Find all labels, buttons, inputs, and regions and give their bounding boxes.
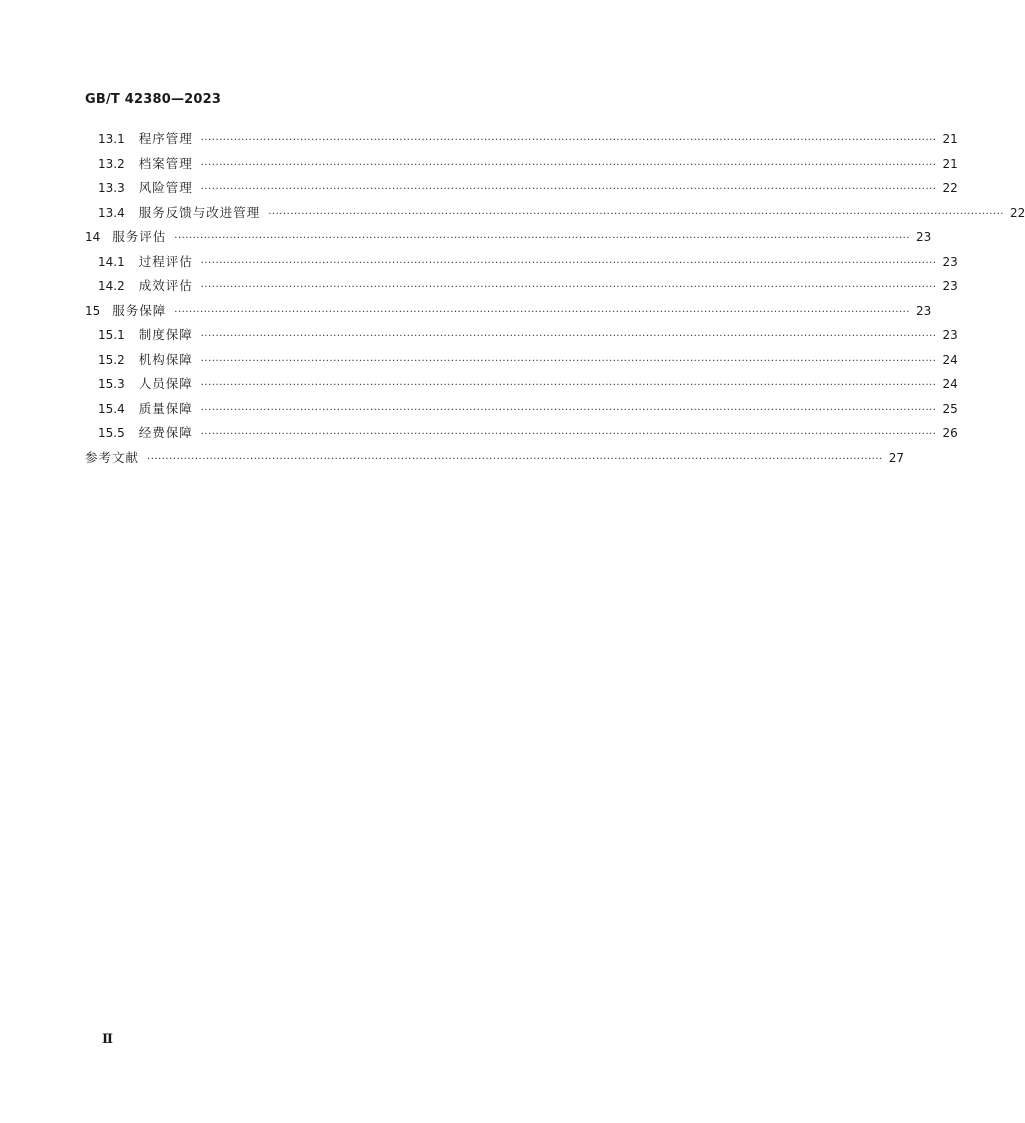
- toc-entry-page: 24: [942, 352, 958, 367]
- toc-entry-15-1[interactable]: [85, 325, 958, 350]
- table-of-contents: [85, 129, 1025, 472]
- toc-entry-number: 14: [85, 230, 101, 244]
- toc-entry-page: 23: [942, 328, 958, 342]
- toc-entry-page: 23: [916, 230, 932, 244]
- toc-entry-15[interactable]: [85, 301, 932, 326]
- toc-entry-title: 成效评估: [138, 278, 193, 293]
- toc-entry-title: 制度保障: [138, 327, 193, 342]
- toc-dot-leader: ········································································································································································································: [200, 257, 937, 269]
- toc-entry-page: 22: [1009, 205, 1025, 220]
- toc-entry-page: 22: [942, 181, 958, 195]
- toc-dot-leader: ········································································································································································································: [174, 233, 911, 244]
- toc-entry-13-4[interactable]: [85, 203, 1025, 228]
- toc-entry-page: 24: [942, 377, 958, 391]
- toc-entry-title: 人员保障: [138, 376, 193, 391]
- toc-entry-number: 14.1: [98, 254, 125, 269]
- toc-entry-title: 服务评估: [112, 229, 167, 244]
- toc-entry-13-1[interactable]: [85, 129, 958, 154]
- toc-entry-title: 风险管理: [138, 180, 193, 195]
- toc-entry-page: 21: [942, 156, 958, 171]
- toc-entry-number: 15.2: [98, 352, 125, 367]
- toc-entry-title: 机构保障: [138, 351, 193, 367]
- toc-entry-title: 过程评估: [138, 253, 193, 269]
- standard-number-header: GB/T 42380—2023: [85, 92, 222, 107]
- toc-dot-leader: ········································································································································································································: [200, 135, 937, 146]
- toc-entry-15-2[interactable]: [85, 350, 958, 375]
- toc-entry-number: 15: [85, 303, 101, 318]
- toc-entry-page: 27: [888, 450, 905, 465]
- toc-entry-number: 13.4: [98, 205, 125, 220]
- toc-entry-title: 服务反馈与改进管理: [138, 204, 261, 220]
- toc-entry-number: 13.2: [98, 156, 125, 171]
- toc-entry-15-5[interactable]: [85, 423, 958, 448]
- toc-dot-leader: ········································································································································································································: [200, 380, 937, 391]
- toc-entry-references[interactable]: [85, 448, 905, 473]
- toc-dot-leader: ········································································································································································································: [200, 282, 937, 293]
- toc-dot-leader: ········································································································································································································: [200, 184, 937, 195]
- page-number-footer: Ⅱ: [102, 1032, 113, 1047]
- toc-entry-number: 13.3: [98, 181, 125, 195]
- toc-entry-page: 25: [942, 401, 958, 416]
- toc-dot-leader: ········································································································································································································: [174, 306, 911, 318]
- toc-entry-15-3[interactable]: [85, 374, 958, 399]
- toc-entry-15-4[interactable]: [85, 399, 958, 424]
- toc-entry-page: 23: [942, 279, 958, 293]
- toc-entry-title: 参考文献: [85, 449, 140, 465]
- toc-dot-leader: ········································································································································································································: [200, 159, 937, 171]
- toc-dot-leader: ········································································································································································································: [200, 355, 937, 367]
- toc-entry-13-2[interactable]: [85, 154, 958, 179]
- toc-entry-title: 程序管理: [138, 131, 193, 146]
- toc-entry-number: 15.5: [98, 426, 125, 440]
- toc-entry-number: 15.4: [98, 401, 125, 416]
- toc-entry-13-3[interactable]: [85, 178, 958, 203]
- toc-entry-number: 15.3: [98, 377, 125, 391]
- toc-dot-leader: ········································································································································································································: [200, 404, 937, 416]
- toc-entry-number: 15.1: [98, 328, 125, 342]
- toc-dot-leader: ········································································································································································································: [200, 429, 937, 440]
- toc-entry-title: 质量保障: [138, 400, 193, 416]
- toc-entry-page: 23: [942, 254, 958, 269]
- toc-entry-title: 服务保障: [112, 302, 167, 318]
- toc-entry-number: 13.1: [98, 132, 125, 146]
- toc-entry-14[interactable]: [85, 227, 932, 252]
- toc-entry-14-1[interactable]: [85, 252, 958, 277]
- toc-entry-page: 21: [942, 132, 958, 146]
- toc-entry-14-2[interactable]: [85, 276, 958, 301]
- toc-dot-leader: ········································································································································································································: [268, 208, 1004, 220]
- toc-entry-page: 26: [942, 426, 958, 440]
- toc-entry-title: 经费保障: [138, 425, 193, 440]
- toc-dot-leader: ········································································································································································································: [147, 453, 883, 465]
- toc-entry-title: 档案管理: [138, 155, 193, 171]
- toc-entry-page: 23: [916, 303, 932, 318]
- toc-dot-leader: ········································································································································································································: [200, 331, 937, 342]
- toc-entry-number: 14.2: [98, 279, 125, 293]
